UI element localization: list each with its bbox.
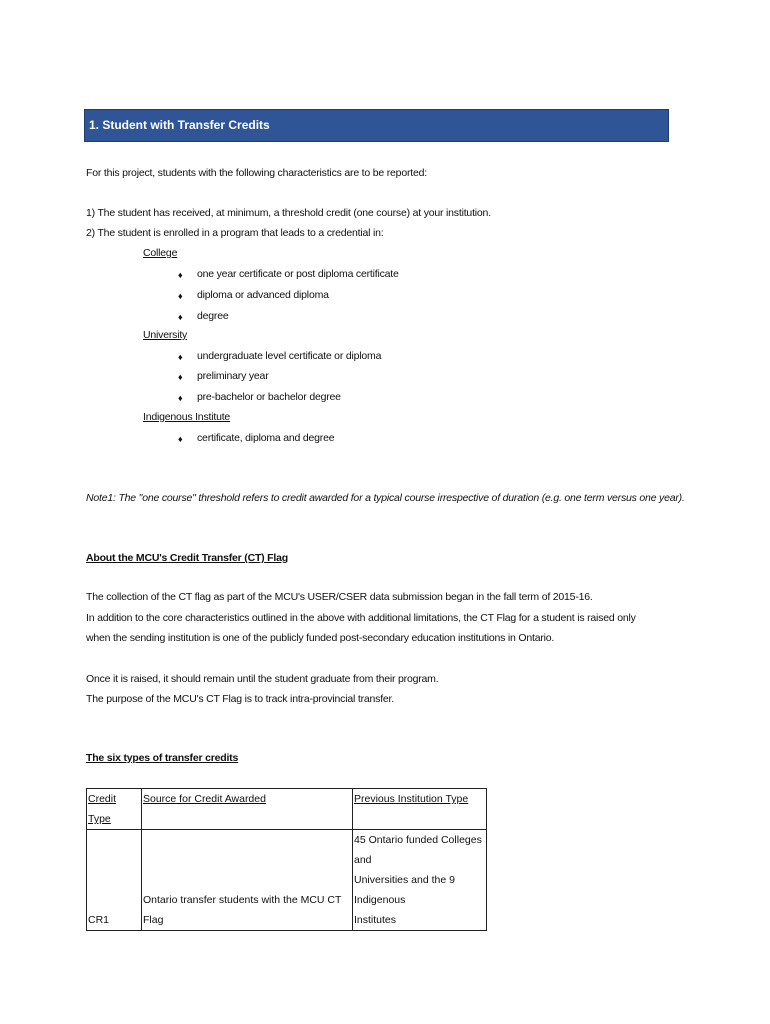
about-heading: About the MCU's Credit Transfer (CT) Flag	[86, 552, 288, 564]
bullet-icon: ♦	[178, 291, 183, 301]
table-row	[87, 830, 487, 931]
bullet-icon: ♦	[178, 434, 183, 444]
section-header	[84, 109, 669, 142]
list-item: preliminary year	[197, 370, 269, 382]
bullet-icon: ♦	[178, 352, 183, 362]
group-label-university: University	[143, 329, 188, 341]
list-item: degree	[197, 310, 229, 322]
table-header-row	[87, 789, 487, 830]
group-label-college: College	[143, 247, 178, 259]
section-title: 1. Student with Transfer Credits	[89, 118, 270, 132]
list-item: pre-bachelor or bachelor degree	[197, 391, 341, 403]
six-types-heading: The six types of transfer credits	[86, 752, 239, 764]
list-item: diploma or advanced diploma	[197, 289, 329, 301]
cell-previous-type	[353, 830, 487, 931]
about-paragraph: The collection of the CT flag as part of the MCU's USER/CSER data submission began in the fall term of 2015-16.	[86, 591, 593, 603]
criterion-1: 1) The student has received, at minimum, a threshold credit (one course) at your institution.	[86, 207, 491, 219]
bullet-icon: ♦	[178, 312, 183, 322]
cell-line: Institutes	[354, 914, 397, 926]
cell-line: Universities and the 9 Indigenous	[354, 874, 455, 906]
bullet-icon: ♦	[178, 372, 183, 382]
about-paragraph: The purpose of the MCU's CT Flag is to track intra-provincial transfer.	[86, 693, 394, 705]
cell-source: Ontario transfer students with the MCU CT Flag	[142, 830, 353, 931]
column-header: Previous Institution Type	[353, 789, 487, 830]
list-item: undergraduate level certificate or diploma	[197, 350, 382, 362]
group-label-indigenous: Indigenous Institute	[143, 411, 231, 423]
cell-credit-type: CR1	[87, 830, 142, 931]
intro-text: For this project, students with the following characteristics are to be reported:	[86, 167, 427, 179]
bullet-icon: ♦	[178, 393, 183, 403]
about-paragraph: In addition to the core characteristics outlined in the above with additional limitations, the CT Flag for a student is raised only	[86, 612, 636, 624]
column-header: Credit Type	[87, 789, 142, 830]
criterion-2: 2) The student is enrolled in a program that leads to a credential in:	[86, 227, 384, 239]
cell-line: 45 Ontario funded Colleges and	[354, 834, 482, 866]
column-header: Source for Credit Awarded	[142, 789, 353, 830]
about-paragraph: Once it is raised, it should remain until the student graduate from their program.	[86, 673, 439, 685]
about-paragraph: when the sending institution is one of the publicly funded post-secondary education institutions in Ontario.	[86, 632, 555, 644]
credit-types-table	[86, 788, 487, 931]
bullet-icon: ♦	[178, 270, 183, 280]
note-text: Note1: The "one course" threshold refers to credit awarded for a typical course irrespective of duration (e.g. one term versus one year).	[86, 492, 685, 504]
list-item: one year certificate or post diploma certificate	[197, 268, 399, 280]
list-item: certificate, diploma and degree	[197, 432, 335, 444]
